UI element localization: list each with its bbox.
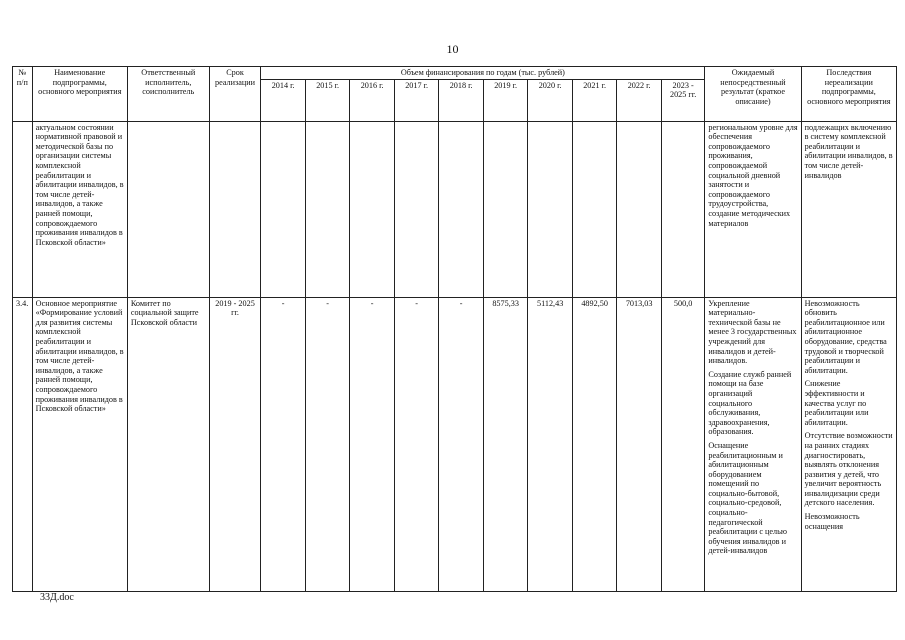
row-result xyxy=(705,297,801,591)
row-name: Основное мероприятие «Формирование условий для развития системы комплексной реабилитации и абилитации инвалидов, в том числе детей-инвалидов, а также ранней помощи, сопровождаемого проживания инвалидов в Псковской области» xyxy=(32,297,127,591)
year-2021: 2021 г. xyxy=(572,79,617,121)
value-2021: 4892,50 xyxy=(572,297,617,591)
header-responsible: Ответственный исполнитель, соисполнитель xyxy=(127,67,209,122)
cont-consequences: подлежащих включению в систему комплексной реабилитации и абилитации инвалидов, в том числе детей-инвалидов xyxy=(801,121,896,297)
year-2015: 2015 г. xyxy=(305,79,350,121)
program-table xyxy=(12,66,897,592)
result-paragraph: Создание служб ранней помощи на базе организаций социального обслуживания, здравоохранения, образования. xyxy=(708,369,792,437)
row-term: 2019 - 2025 гг. xyxy=(209,297,261,591)
header-funding: Объем финансирования по годам (тыс. рублей) xyxy=(261,67,705,80)
year-2023-2025: 2023 - 2025 гг. xyxy=(661,79,704,121)
year-2017: 2017 г. xyxy=(394,79,439,121)
table-row-continuation xyxy=(13,121,897,297)
row-num: 3.4. xyxy=(13,297,33,591)
header-term: Срок реализации xyxy=(209,67,261,122)
result-paragraph: Укрепление материально-технической базы не менее 3 государственных учреждений для инвалидов и детей-инвалидов. xyxy=(708,298,797,366)
header-name: Наименование подпрограммы, основного мероприятия xyxy=(32,67,127,122)
header-consequences: Последствия нереализации подпрограммы, основного мероприятия xyxy=(801,67,896,122)
consequence-paragraph: Невозможность обновить реабилитационное или абилитационное оборудование, средства трудовой и творческой реабилитации и абилитации. xyxy=(804,298,887,375)
table-row-3-4 xyxy=(13,297,897,591)
consequence-paragraph: Отсутствие возможности на ранних стадиях диагностировать, выявлять отклонения развития у детей, что увеличит вероятность инвалидизации среди детского населения. xyxy=(804,431,893,508)
cont-result: региональном уровне для обеспечения сопровождаемого проживания, сопровождаемой социальной дневной занятости и сопровождаемого трудоустройства, создание методических материалов xyxy=(705,121,801,297)
year-2014: 2014 г. xyxy=(261,79,306,121)
value-2023-2025: 500,0 xyxy=(661,297,704,591)
row-consequences xyxy=(801,297,896,591)
value-2022: 7013,03 xyxy=(617,297,662,591)
row-responsible: Комитет по социальной защите Псковской области xyxy=(127,297,209,591)
result-paragraph: Оснащение реабилитационным и абилитационным оборудованием помещений по социально-бытовой, социально-средовой, социально-педагогической реабилитации с целью обучения инвалидов и детей-инвалидов xyxy=(708,440,787,556)
value-2015: - xyxy=(305,297,350,591)
consequence-paragraph: Снижение эффективности и качества услуг по реабилитации или абилитации. xyxy=(804,379,869,427)
year-2020: 2020 г. xyxy=(528,79,573,121)
value-2018: - xyxy=(439,297,484,591)
value-2019: 8575,33 xyxy=(483,297,528,591)
year-2016: 2016 г. xyxy=(350,79,395,121)
cont-name: актуальном состоянии нормативной правовой и методической базы по организации системы комплексной реабилитации и абилитации инвалидов, в том числе детей-инвалидов, а также ранней помощи, сопровождаемого проживания инвалидов в Псковской области» xyxy=(32,121,127,297)
header-result: Ожидаемый непосредственный результат (краткое описание) xyxy=(705,67,801,122)
year-2022: 2022 г. xyxy=(617,79,662,121)
header-row xyxy=(13,67,897,80)
footer-filename: 33Д.doc xyxy=(40,592,74,603)
consequence-paragraph: Невозможность оснащения xyxy=(804,512,860,531)
year-2019: 2019 г. xyxy=(483,79,528,121)
value-2014: - xyxy=(261,297,306,591)
value-2016: - xyxy=(350,297,395,591)
value-2017: - xyxy=(394,297,439,591)
value-2020: 5112,43 xyxy=(528,297,573,591)
year-2018: 2018 г. xyxy=(439,79,484,121)
page-number: 10 xyxy=(446,42,459,56)
header-num: № п/п xyxy=(13,67,33,122)
